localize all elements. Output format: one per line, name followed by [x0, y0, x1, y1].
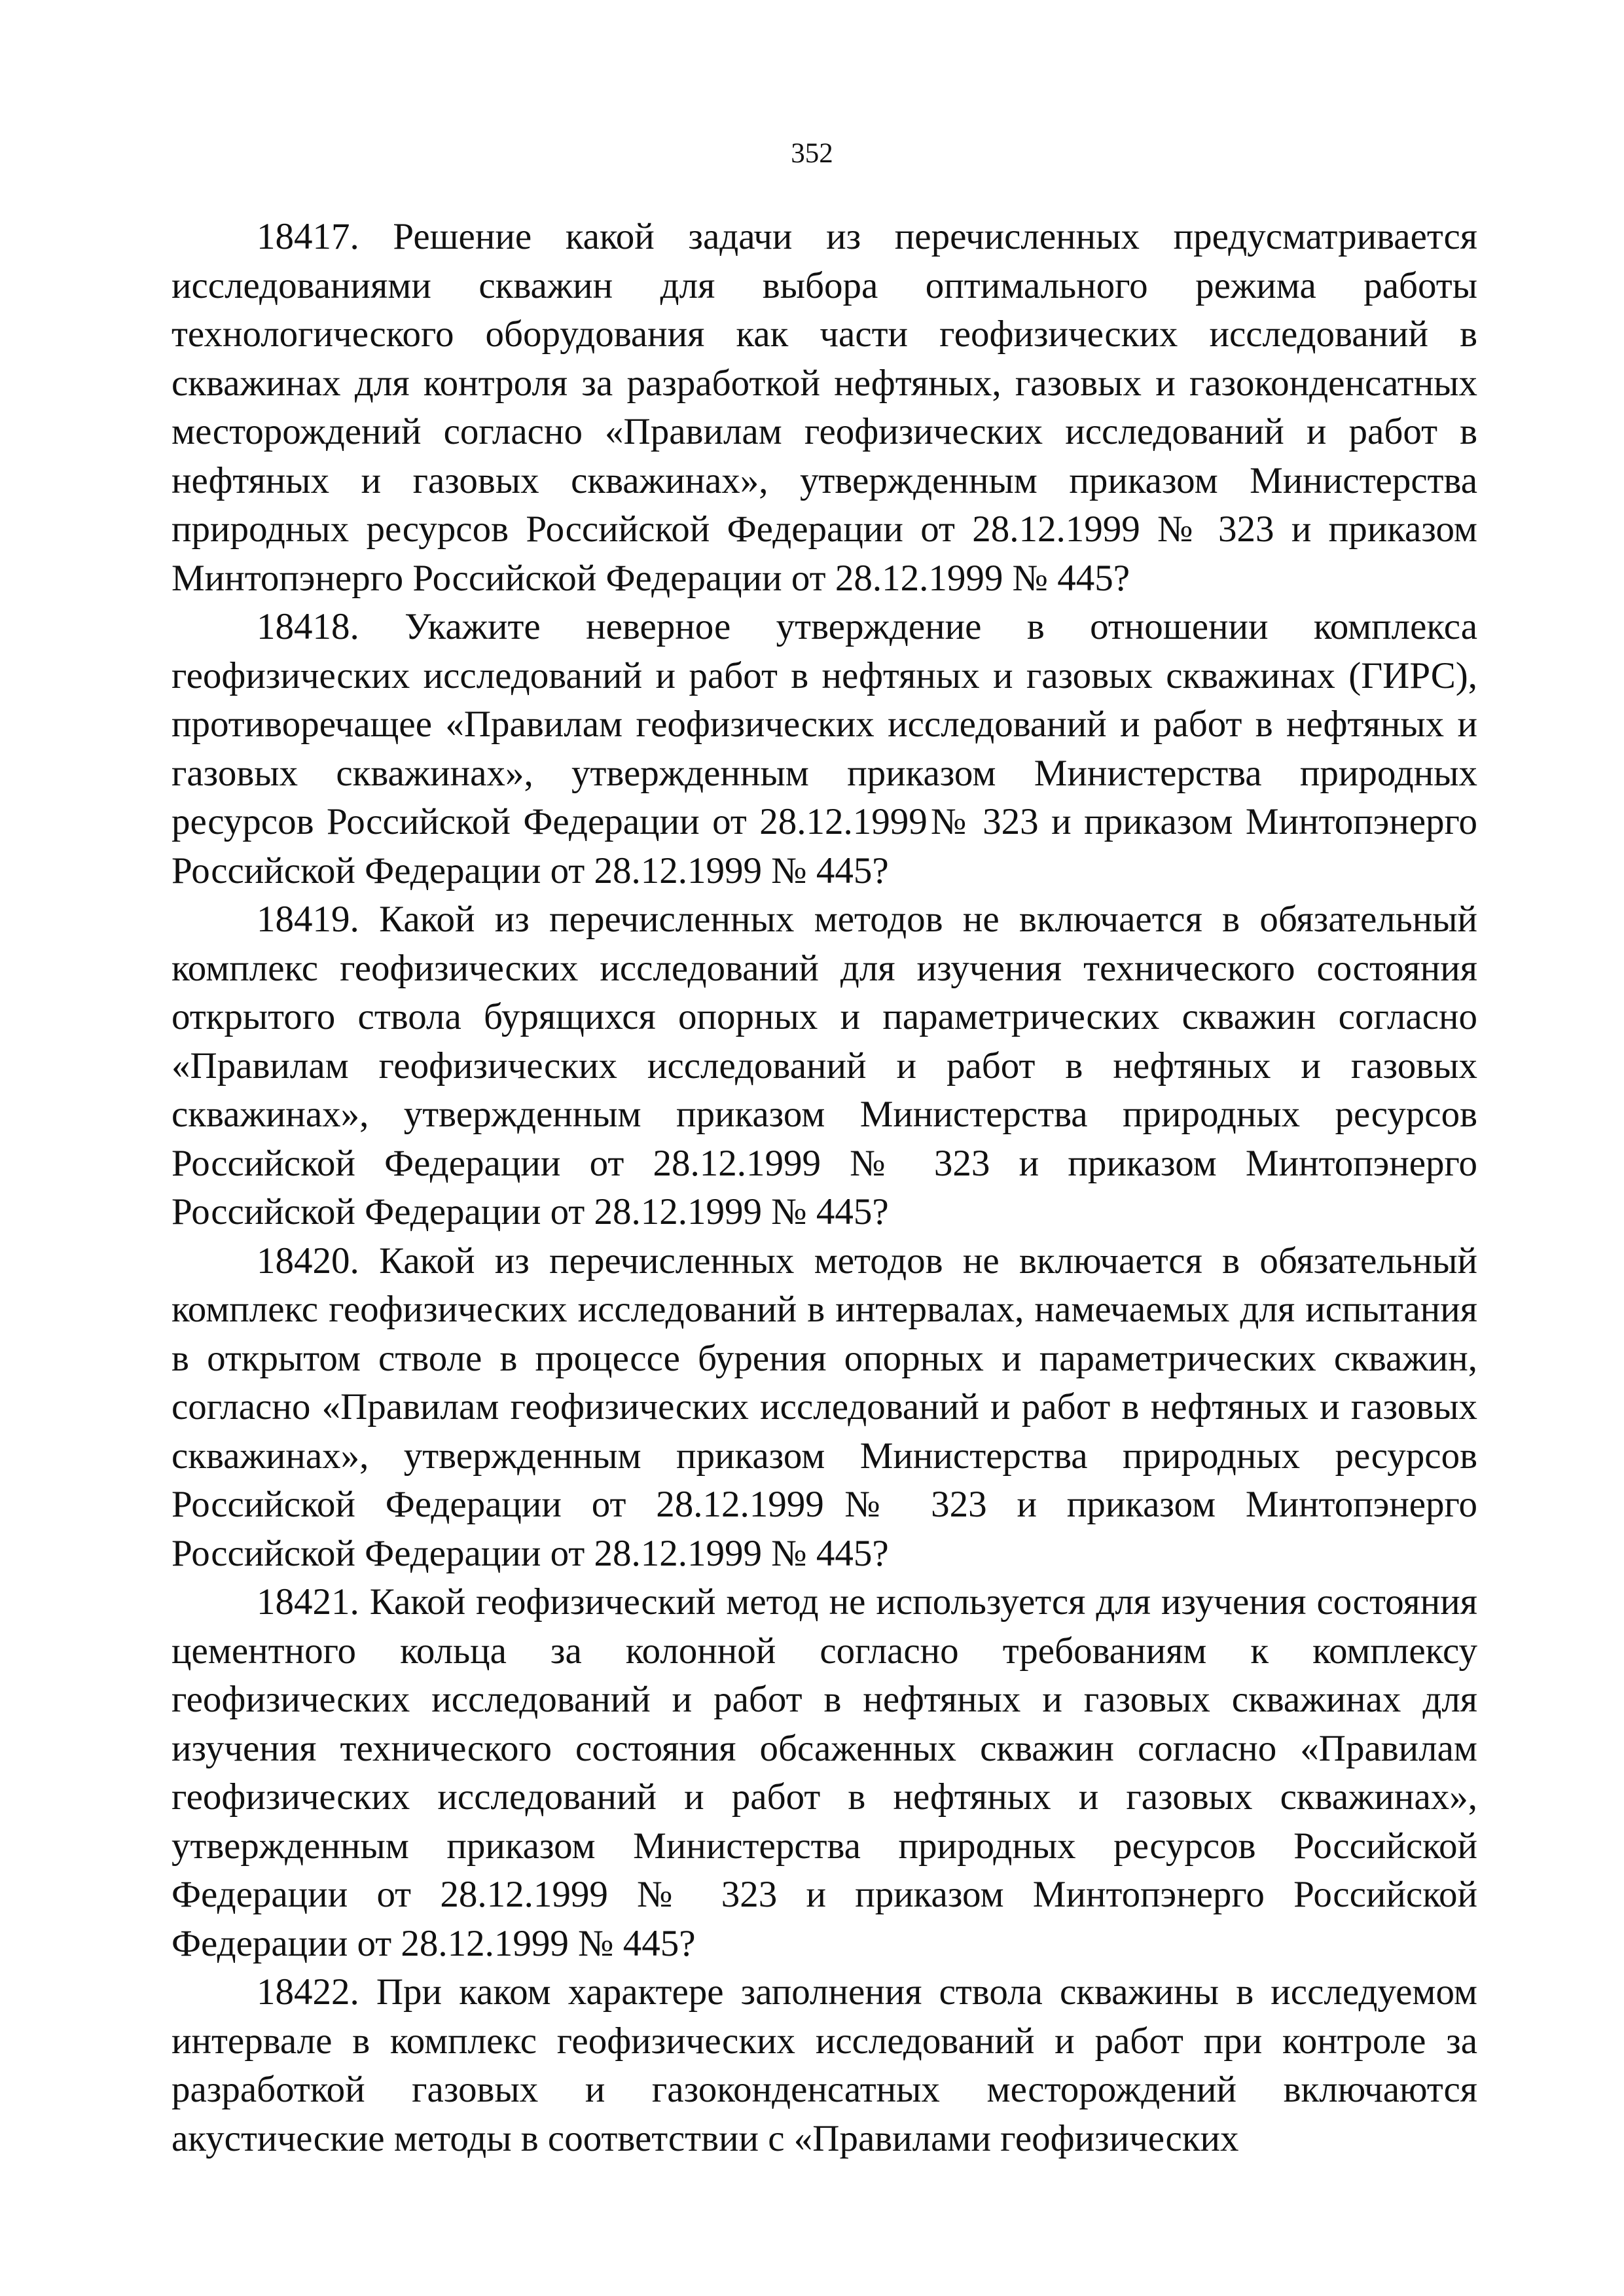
- question-number: 18421.: [257, 1581, 359, 1623]
- question-text: Какой из перечисленных методов не включается в обязательный комплекс геофизических исследований для изучения технического состояния открытого ствола бурящихся опорных и параметрических скважин согласно «Правилам геофизических исследований и работ в нефтяных и газовых скважинах», утвержденным приказом Министерства природных ресурсов Российской Федерации от 28.12.1999 № 323 и приказом Минтопэнерго Российской Федерации от 28.12.1999 № 445?: [171, 899, 1477, 1232]
- question-text: При каком характере заполнения ствола скважины в исследуемом интервале в комплекс геофизических исследований и работ при контроле за разработкой газовых и газоконденсатных месторождений включаются акустические методы в соответствии с «Правилами геофизических: [171, 1971, 1477, 2159]
- question-number: 18420.: [257, 1240, 359, 1282]
- question-18422: [171, 1968, 1477, 2163]
- question-number: 18419.: [257, 899, 359, 940]
- question-text: Укажите неверное утверждение в отношении комплекса геофизических исследований и работ в нефтяных и газовых скважинах (ГИРС), противоречащее «Правилам геофизических исследований и работ в нефтяных и газовых скважинах», утвержденным приказом Министерства природных ресурсов Российской Федерации от 28.12.1999№ 323 и приказом Минтопэнерго Российской Федерации от 28.12.1999 № 445?: [171, 606, 1477, 891]
- question-18421: [171, 1578, 1477, 1968]
- question-text: Какой из перечисленных методов не включается в обязательный комплекс геофизических исследований в интервалах, намечаемых для испытания в открытом стволе в процессе бурения опорных и параметрических скважин, согласно «Правилам геофизических исследований и работ в нефтяных и газовых скважинах», утвержденным приказом Министерства природных ресурсов Российской Федерации от 28.12.1999№ 323 и приказом Минтопэнерго Российской Федерации от 28.12.1999 № 445?: [171, 1240, 1477, 1574]
- question-18419: [171, 895, 1477, 1237]
- question-text: Решение какой задачи из перечисленных предусматривается исследованиями скважин для выбора оптимального режима работы технологического оборудования как части геофизических исследований в скважинах для контроля за разработкой нефтяных, газовых и газоконденсатных месторождений согласно «Правилам геофизических исследований и работ в нефтяных и газовых скважинах», утвержденным приказом Министерства природных ресурсов Российской Федерации от 28.12.1999 № 323 и приказом Минтопэнерго Российской Федерации от 28.12.1999 № 445?: [171, 216, 1477, 599]
- page-number: 352: [791, 138, 833, 169]
- questions-list: [171, 213, 1477, 2163]
- question-18418: [171, 603, 1477, 895]
- question-number: 18418.: [257, 606, 359, 647]
- question-number: 18417.: [257, 216, 359, 257]
- question-18420: [171, 1237, 1477, 1579]
- question-18417: [171, 213, 1477, 603]
- question-text: Какой геофизический метод не используется для изучения состояния цементного кольца за колонной согласно требованиям к комплексу геофизических исследований и работ в нефтяных и газовых скважинах для изучения технического состояния обсаженных скважин согласно «Правилам геофизических исследований и работ в нефтяных и газовых скважинах», утвержденным приказом Министерства природных ресурсов Российской Федерации от 28.12.1999 № 323 и приказом Минтопэнерго Российской Федерации от 28.12.1999 № 445?: [171, 1581, 1477, 1964]
- question-number: 18422.: [257, 1971, 359, 2013]
